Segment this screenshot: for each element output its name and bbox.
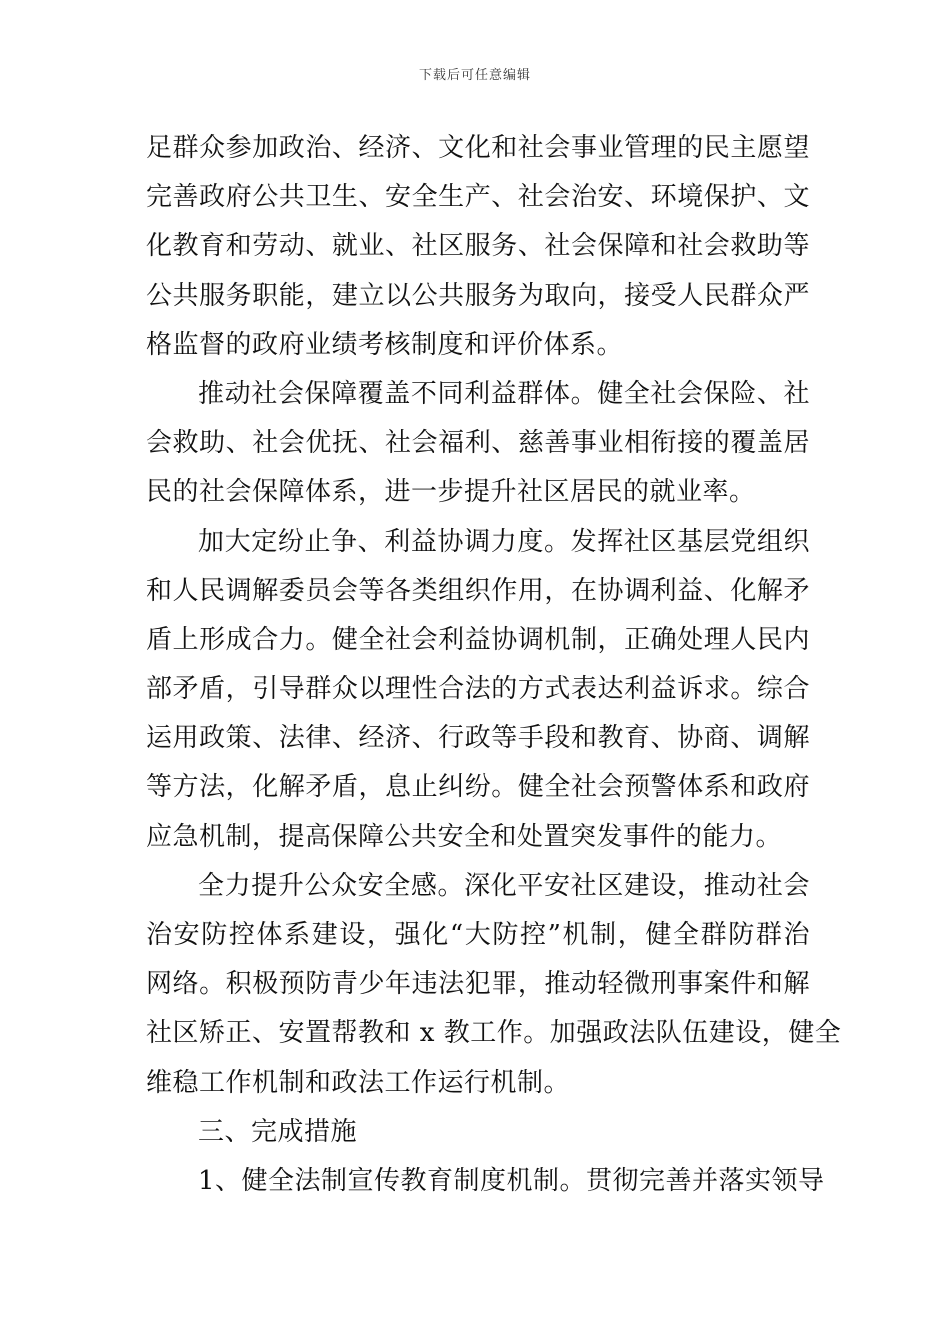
- text-line: 格监督的政府业绩考核制度和评价体系。: [146, 329, 624, 360]
- text-line: 维稳工作机制和政法工作运行机制。: [146, 1067, 571, 1098]
- text-line: 和人民调解委员会等各类组织作用，在协调利益、化解矛: [146, 575, 810, 606]
- text-line: 1、健全法制宣传教育制度机制。贯彻完善并落实领导: [198, 1165, 825, 1196]
- text-line: 运用政策、法律、经济、行政等手段和教育、协商、调解: [146, 723, 810, 754]
- text-line: 网络。积极预防青少年违法犯罪，推动轻微刑事案件和解: [146, 969, 810, 1000]
- text-line: 盾上形成合力。健全社会利益协调机制，正确处理人民内: [146, 624, 810, 655]
- text-line: 三、完成措施: [198, 1116, 358, 1147]
- text-line: 部矛盾，引导群众以理性合法的方式表达利益诉求。综合: [146, 674, 810, 705]
- text-line: 足群众参加政治、经济、文化和社会事业管理的民主愿望: [146, 133, 810, 163]
- text-line: 等方法，化解矛盾，息止纠纷。健全社会预警体系和政府: [146, 772, 810, 803]
- text-line: 加大定纷止争、利益协调力度。发挥社区基层党组织: [198, 526, 810, 557]
- text-line: 推动社会保障覆盖不同利益群体。健全社会保险、社: [198, 378, 810, 409]
- text-line: 化教育和劳动、就业、社区服务、社会保障和社会救助等: [146, 231, 810, 262]
- text-line: 完善政府公共卫生、安全生产、社会治安、环境保护、文: [146, 182, 810, 213]
- text-line: 治安防控体系建设，强化“大防控”机制，健全群防群治: [146, 920, 810, 950]
- text-line: 民的社会保障体系，进一步提升社区居民的就业率。: [146, 477, 756, 508]
- text-line: 会救助、社会优抚、社会福利、慈善事业相衔接的覆盖居: [146, 428, 810, 459]
- document-body: [146, 124, 842, 1206]
- text-line: 社区矫正、安置帮教和 x 教工作。加强政法队伍建设，健全: [146, 1018, 842, 1049]
- text-line: 全力提升公众安全感。深化平安社区建设，推动社会: [198, 870, 810, 901]
- text-line: 公共服务职能，建立以公共服务为取向，接受人民群众严: [146, 280, 810, 311]
- text-line: 应急机制，提高保障公共安全和处置突发事件的能力。: [146, 821, 783, 852]
- page-header: 下载后可任意编辑: [418, 68, 531, 83]
